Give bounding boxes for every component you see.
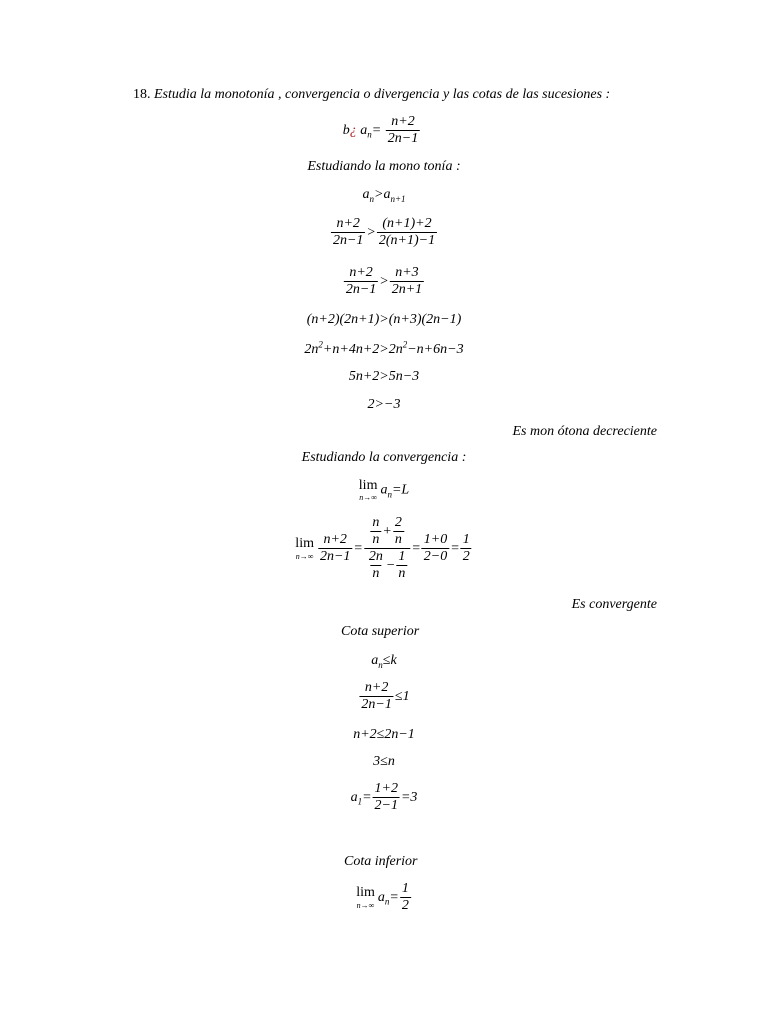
cn-n-den: n: [372, 532, 380, 548]
compound-denominator: [364, 548, 410, 582]
cota-superior-line5: [351, 781, 418, 814]
cd-2n-den: n: [372, 566, 380, 582]
ineq5-e1: 2: [318, 339, 323, 350]
problem-text: Estudia la monotonía , convergencia o divergencia y las cotas de las sucesiones :: [154, 87, 611, 102]
ci-sub: n: [384, 896, 390, 907]
cs-l5-den: 2−1: [374, 798, 398, 814]
calc-fraction-result: [461, 532, 472, 565]
lim-word-inf: lim: [356, 885, 375, 901]
monotonia-ineq1: [362, 188, 405, 202]
lim-sub: n→∞: [359, 493, 377, 503]
res-den: 2: [462, 549, 470, 565]
cota-superior-line1: [371, 654, 396, 668]
sequence-definition: [343, 114, 421, 147]
cs-l2-num: n+2: [364, 680, 389, 695]
cn-plus: +: [382, 523, 392, 539]
cs-l1-a: a: [371, 653, 379, 668]
cs-l5-sub: 1: [357, 796, 363, 807]
cs-l2-rest: ≤1: [394, 688, 410, 704]
def-a: a: [380, 482, 388, 498]
sequence-prefix: b: [342, 122, 350, 138]
cs-l5-fraction: [373, 781, 400, 814]
calc-eq-1: =: [353, 540, 363, 556]
ci-a: a: [377, 889, 385, 905]
ineq1-gt: >: [373, 187, 384, 202]
sequence-numerator: n+2: [391, 114, 415, 129]
cd-1-over-n: [396, 549, 407, 582]
sequence-eq: =: [371, 122, 382, 138]
lim-word-calc: lim: [295, 536, 314, 552]
cs-l1-rest: ≤k: [382, 653, 397, 668]
cd-2n-over-n: [367, 549, 385, 582]
cota-superior-line3: n+2≤2n−1: [353, 727, 415, 742]
cd-minus: −: [385, 558, 396, 573]
compound-numerator: [367, 515, 406, 548]
cota-superior-heading: Cota superior: [341, 624, 420, 639]
ineq1-sub1: n: [369, 193, 374, 204]
ineq3-num1: n+2: [349, 265, 373, 280]
cs-l2-den: 2n−1: [361, 697, 392, 713]
ineq5-e2: 2: [402, 339, 408, 350]
sequence-lhs-sub: n: [367, 129, 372, 140]
cn-2-den: n: [394, 532, 402, 548]
convergencia-definition: [359, 478, 409, 503]
ineq2-num2: (n+1)+2: [382, 216, 432, 231]
monotonia-ineq5: [304, 339, 464, 357]
monotonia-ineq6: 5n+2>5n−3: [348, 369, 420, 384]
ineq5-p3: −n+6n−3: [407, 342, 464, 357]
cota-superior-line2: [358, 680, 409, 713]
sequence-mark: ¿: [349, 122, 357, 138]
ineq2-right-fraction: [377, 216, 437, 249]
calc-eq-2: =: [411, 540, 421, 556]
ci-eq: =: [389, 889, 399, 905]
problem-number: 18.: [133, 87, 151, 102]
ineq5-p2: +n+4n+2>2n: [322, 342, 403, 357]
limit-operator-calc: [295, 536, 314, 561]
cota-superior-line4: 3≤n: [373, 754, 395, 769]
calc-compound-fraction: [364, 515, 410, 582]
monotonia-heading: Estudiando la mono tonía :: [307, 159, 461, 174]
cn-2-over-n: [393, 515, 404, 548]
convergencia-heading: Estudiando la convergencia :: [301, 450, 467, 465]
ineq5-p1: 2n: [304, 342, 319, 357]
ci-fraction: [400, 881, 411, 914]
calc-fraction-1: [318, 532, 352, 565]
cd-1-den: n: [398, 566, 406, 582]
ci-num: 1: [401, 881, 409, 896]
cs-l5-a: a: [350, 789, 358, 805]
cota-inferior-limit: [356, 881, 412, 914]
step-den: 2−0: [423, 549, 448, 565]
calc-fraction-step: [422, 532, 449, 565]
lim-sub-calc: n→∞: [295, 551, 314, 561]
ineq2-gt: >: [366, 224, 376, 240]
lim-sub-inf: n→∞: [356, 900, 375, 910]
ci-den: 2: [401, 898, 409, 914]
ineq3-den1: 2n−1: [345, 282, 377, 298]
cd-1-num: 1: [398, 549, 406, 565]
cn-2-num: 2: [394, 515, 402, 530]
def-sub: n: [387, 489, 392, 500]
ineq2-den2: 2(n+1)−1: [378, 233, 436, 249]
problem-statement: [133, 88, 610, 102]
monotonia-ineq7: 2>−3: [367, 397, 401, 412]
ineq2-den1: 2n−1: [332, 233, 364, 249]
convergencia-conclusion: Es convergente: [571, 597, 657, 612]
res-num: 1: [462, 532, 470, 548]
ineq3-left-fraction: [344, 265, 378, 298]
monotonia-ineq3: [343, 265, 425, 298]
sequence-fraction: [386, 114, 420, 147]
limit-operator: [359, 478, 378, 503]
def-rest: =L: [391, 482, 410, 498]
ineq2-left-fraction: [331, 216, 365, 249]
monotonia-ineq2: [330, 216, 438, 249]
convergencia-calculation: [295, 515, 472, 582]
ineq1-b: a: [383, 187, 391, 202]
ineq2-num1: n+2: [336, 216, 360, 231]
cn-n-over-n: [370, 515, 381, 548]
cota-inferior-heading: Cota inferior: [344, 854, 418, 869]
ineq3-right-fraction: [390, 265, 424, 298]
cd-2n-num: 2n: [368, 549, 383, 565]
limit-operator-inf: [356, 885, 375, 910]
cn-n-num: n: [372, 515, 380, 530]
ineq3-num2: n+3: [395, 265, 419, 280]
cs-l5-rest: =3: [400, 789, 418, 805]
cs-l5-eq: =: [362, 789, 372, 805]
cs-l2-fraction: [359, 680, 393, 713]
ineq1-a: a: [362, 187, 370, 202]
ineq3-den2: 2n+1: [391, 282, 423, 298]
step-num: 1+0: [423, 532, 448, 548]
sequence-lhs: a: [360, 122, 368, 138]
cs-l5-num: 1+2: [374, 781, 398, 796]
ineq1-sub2: n+1: [390, 193, 406, 204]
monotonia-ineq4: (n+2)(2n+1)>(n+3)(2n−1): [306, 312, 462, 327]
ineq3-gt: >: [379, 273, 389, 289]
lim-word: lim: [358, 478, 378, 493]
sequence-denominator: 2n−1: [387, 131, 419, 147]
calc-den: 2n−1: [319, 549, 351, 565]
monotonia-conclusion: Es mon ótona decreciente: [512, 424, 657, 439]
cs-l1-sub: n: [378, 659, 383, 670]
calc-num: n+2: [323, 532, 347, 548]
calc-eq-3: =: [450, 540, 460, 556]
